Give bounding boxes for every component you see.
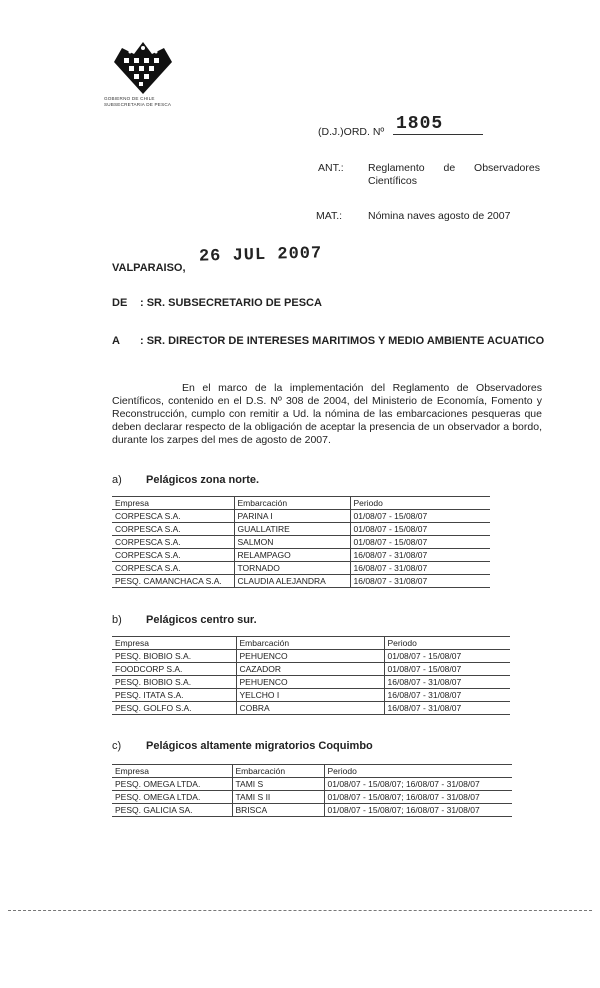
period-cell: 01/08/07 - 15/08/07 [384, 663, 510, 676]
ant-label: ANT.: [318, 162, 344, 174]
period-cell: 16/08/07 - 31/08/07 [384, 689, 510, 702]
table-row [112, 523, 490, 536]
vessel-cell: GUALLATIRE [234, 523, 350, 536]
table-row [112, 804, 512, 817]
logo-caption [104, 96, 171, 107]
company-cell: PESQ. BIOBIO S.A. [112, 676, 236, 689]
logo-caption-line1: GOBIERNO DE CHILE [104, 96, 155, 101]
body-paragraph: En el marco de la implementación del Reglamento de Observadores Científicos, contenido en el D.S. Nº 308 de 2004, del Ministerio de Economía, Fomento y Reconstrucción, cumplo con remitir a Ud. la nómina de las embarcaciones pesqueras que deben declarar respecto de la obligación de aceptar la presencia de un observador a bordo, durante los zarpes del mes de agosto de 2007. [112, 382, 542, 446]
vessel-cell: PEHUENCO [236, 676, 384, 689]
period-cell: 01/08/07 - 15/08/07; 16/08/07 - 31/08/07 [324, 791, 512, 804]
company-cell: CORPESCA S.A. [112, 536, 234, 549]
column-header: Empresa [112, 637, 236, 650]
company-cell: PESQ. GALICIA SA. [112, 804, 232, 817]
vessel-cell: TAMI S [232, 778, 324, 791]
ord-underline [393, 134, 483, 135]
company-cell: PESQ. ITATA S.A. [112, 689, 236, 702]
section-a-title: Pelágicos zona norte. [146, 474, 260, 486]
company-cell: PESQ. OMEGA LTDA. [112, 778, 232, 791]
period-cell: 01/08/07 - 15/08/07; 16/08/07 - 31/08/07 [324, 804, 512, 817]
vessel-cell: SALMON [234, 536, 350, 549]
table-row [112, 663, 510, 676]
section-c-table [112, 764, 512, 817]
column-header: Embarcación [234, 497, 350, 510]
ord-label: (D.J.)ORD. Nº [318, 126, 385, 138]
section-b-label: b) [112, 614, 122, 626]
company-cell: PESQ. GOLFO S.A. [112, 702, 236, 715]
period-cell: 01/08/07 - 15/08/07 [384, 650, 510, 663]
section-b-title: Pelágicos centro sur. [146, 614, 257, 626]
period-cell: 01/08/07 - 15/08/07 [350, 510, 490, 523]
ant-text: Reglamento de Observadores Científicos [368, 162, 540, 187]
period-cell: 16/08/07 - 31/08/07 [384, 702, 510, 715]
ministry-logo [110, 38, 176, 96]
table-row [112, 549, 490, 562]
logo-caption-line2: SUBSECRETARIA DE PESCA [104, 101, 172, 107]
company-cell: PESQ. OMEGA LTDA. [112, 791, 232, 804]
table-row [112, 676, 510, 689]
company-cell: PESQ. BIOBIO S.A. [112, 650, 236, 663]
company-cell: CORPESCA S.A. [112, 510, 234, 523]
table-row [112, 791, 512, 804]
section-c-title: Pelágicos altamente migratorios Coquimbo [146, 740, 373, 752]
vessel-cell: COBRA [236, 702, 384, 715]
table-row [112, 575, 490, 588]
page-divider [8, 910, 592, 911]
section-b-table [112, 636, 510, 715]
company-cell: FOODCORP S.A. [112, 663, 236, 676]
column-header: Periodo [350, 497, 490, 510]
vessel-cell: PARINA I [234, 510, 350, 523]
vessel-cell: BRISCA [232, 804, 324, 817]
period-cell: 01/08/07 - 15/08/07; 16/08/07 - 31/08/07 [324, 778, 512, 791]
company-cell: CORPESCA S.A. [112, 523, 234, 536]
section-a-table [112, 496, 490, 588]
period-cell: 01/08/07 - 15/08/07 [350, 523, 490, 536]
period-cell: 01/08/07 - 15/08/07 [350, 536, 490, 549]
vessel-cell: PEHUENCO [236, 650, 384, 663]
period-cell: 16/08/07 - 31/08/07 [384, 676, 510, 689]
mat-text: Nómina naves agosto de 2007 [368, 210, 511, 222]
table-row [112, 510, 490, 523]
to-label: A [112, 335, 120, 347]
table-row [112, 689, 510, 702]
column-header: Empresa [112, 765, 232, 778]
column-header: Periodo [324, 765, 512, 778]
mat-label: MAT.: [316, 210, 343, 222]
company-cell: CORPESCA S.A. [112, 562, 234, 575]
column-header: Empresa [112, 497, 234, 510]
table-row [112, 536, 490, 549]
section-c-label: c) [112, 740, 122, 752]
from-text: : SR. SUBSECRETARIO DE PESCA [140, 297, 322, 309]
vessel-cell: TORNADO [234, 562, 350, 575]
company-cell: CORPESCA S.A. [112, 549, 234, 562]
column-header: Embarcación [236, 637, 384, 650]
period-cell: 16/08/07 - 31/08/07 [350, 575, 490, 588]
company-cell: PESQ. CAMANCHACA S.A. [112, 575, 234, 588]
from-label: DE [112, 297, 128, 309]
vessel-cell: YELCHO I [236, 689, 384, 702]
table-row [112, 650, 510, 663]
date-stamp: 26 JUL 2007 [198, 244, 323, 267]
table-row [112, 778, 512, 791]
to-text: : SR. DIRECTOR DE INTERESES MARITIMOS Y MEDIO AMBIENTE ACUATICO [140, 335, 545, 347]
city: VALPARAISO, [112, 262, 186, 274]
vessel-cell: TAMI S II [232, 791, 324, 804]
table-row [112, 562, 490, 575]
column-header: Periodo [384, 637, 510, 650]
column-header: Embarcación [232, 765, 324, 778]
vessel-cell: CAZADOR [236, 663, 384, 676]
vessel-cell: CLAUDIA ALEJANDRA [234, 575, 350, 588]
period-cell: 16/08/07 - 31/08/07 [350, 562, 490, 575]
ord-number: 1805 [396, 114, 444, 134]
section-a-label: a) [112, 474, 122, 486]
vessel-cell: RELAMPAGO [234, 549, 350, 562]
table-row [112, 702, 510, 715]
period-cell: 16/08/07 - 31/08/07 [350, 549, 490, 562]
